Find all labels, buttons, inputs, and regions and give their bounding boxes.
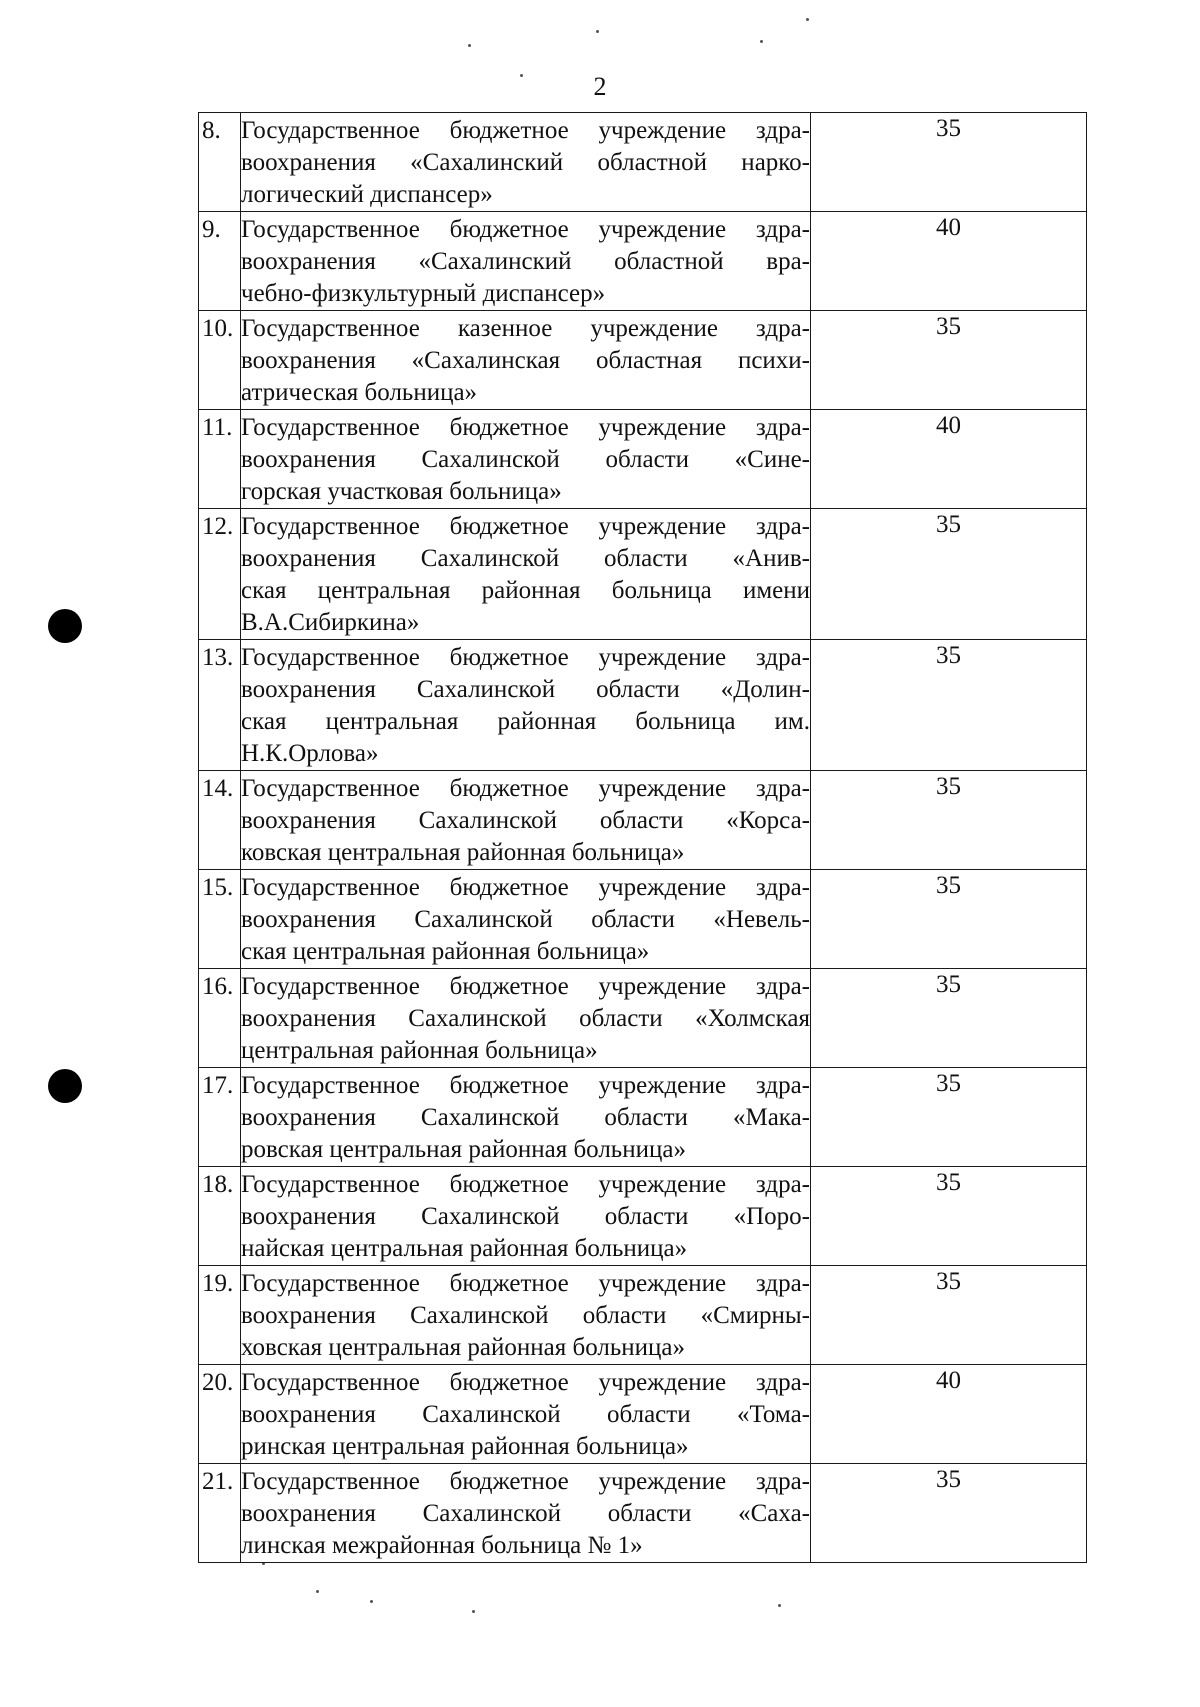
table-row [199,509,1087,640]
institution-name-line: В.А.Сибиркина» [241,609,420,636]
row-value: 35 [811,113,1087,212]
table-row [199,113,1087,212]
table-row [199,311,1087,410]
page-number: 2 [593,72,607,101]
table-row [199,212,1087,311]
row-value: 35 [811,311,1087,410]
institution-name-line: центральная районная больница» [241,1037,598,1064]
institution-name [241,1068,811,1167]
institution-name [241,640,811,771]
row-value: 35 [811,1266,1087,1365]
institution-name-line: воохранения Сахалинской области «Холмская [241,1005,810,1032]
table-row [199,640,1087,771]
institution-name-line: Государственное бюджетное учреждение здра- [241,1072,810,1099]
row-number: 13. [199,640,241,771]
row-value: 35 [811,870,1087,969]
institution-name-line: воохранения Сахалинской области «Смирны- [241,1302,810,1329]
institution-name-line: Государственное бюджетное учреждение здра- [241,775,810,802]
row-number: 20. [199,1365,241,1464]
institution-name-line: воохранения «Сахалинский областной нарко- [241,149,810,176]
institution-name-line: Н.К.Орлова» [241,740,379,767]
scan-speck [520,74,523,77]
institution-name-line: ская центральная районная больница имени [241,577,810,604]
institution-name-line: воохранения Сахалинской области «Поро- [241,1203,810,1230]
institution-name-line: Государственное бюджетное учреждение здра- [241,973,810,1000]
row-number: 12. [199,509,241,640]
institution-name-line: Государственное бюджетное учреждение здра- [241,1270,810,1297]
row-number: 10. [199,311,241,410]
institution-name-line: ровская центральная районная больница» [241,1136,686,1163]
institution-name-line: воохранения Сахалинской области «Невель- [241,906,810,933]
institution-name-line: чебно-физкультурный диспансер» [241,280,606,307]
row-value: 35 [811,969,1087,1068]
row-number: 21. [199,1464,241,1563]
institution-name-line: Государственное казенное учреждение здра- [241,315,810,342]
table-row [199,870,1087,969]
table-row [199,1266,1087,1365]
row-value: 35 [811,1464,1087,1563]
institution-name-line: Государственное бюджетное учреждение здра- [241,513,810,540]
table-row [199,969,1087,1068]
institutions-table [198,112,1087,1563]
table-row [199,771,1087,870]
institution-name [241,212,811,311]
scan-speck [468,44,471,47]
row-number: 8. [199,113,241,212]
scan-speck [316,1590,319,1593]
institution-name [241,870,811,969]
institution-name-line: Государственное бюджетное учреждение здра- [241,644,810,671]
institutions-table-body [199,113,1087,1563]
scan-speck [596,30,599,33]
institution-name [241,311,811,410]
scan-speck [472,1610,475,1613]
table-row [199,410,1087,509]
row-number: 17. [199,1068,241,1167]
institution-name [241,410,811,509]
punch-hole-bottom [48,1069,82,1103]
institution-name-line: ковская центральная районная больница» [241,839,685,866]
row-number: 18. [199,1167,241,1266]
row-value: 40 [811,212,1087,311]
institution-name-line: ринская центральная районная больница» [241,1433,689,1460]
table-row [199,1167,1087,1266]
institution-name [241,771,811,870]
institution-name-line: воохранения «Сахалинский областной вра- [241,248,810,275]
row-value: 35 [811,771,1087,870]
punch-hole-top [48,609,82,643]
table-row [199,1068,1087,1167]
institution-name-line: Государственное бюджетное учреждение здра- [241,216,810,243]
scan-speck [778,1604,781,1607]
institution-name-line: Государственное бюджетное учреждение здра- [241,1171,810,1198]
institution-name-line: ская центральная районная больница им. [241,708,810,735]
institution-name-line: воохранения Сахалинской области «Долин- [241,676,810,703]
institution-name-line: Государственное бюджетное учреждение здра- [241,414,810,441]
institution-name-line: атрическая больница» [241,379,478,406]
institution-name-line: найская центральная районная больница» [241,1235,688,1262]
row-value: 40 [811,410,1087,509]
institution-name-line: воохранения Сахалинской области «Корса- [241,807,810,834]
institution-name [241,1365,811,1464]
row-value: 35 [811,1068,1087,1167]
institution-name-line: Государственное бюджетное учреждение здра- [241,1468,810,1495]
row-number: 11. [199,410,241,509]
row-number: 19. [199,1266,241,1365]
row-number: 14. [199,771,241,870]
institution-name-line: воохранения Сахалинской области «Мака- [241,1104,810,1131]
institution-name-line: Государственное бюджетное учреждение здра- [241,117,810,144]
institution-name-line: воохранения Сахалинской области «Саха- [241,1500,810,1527]
scan-speck [370,1600,373,1603]
institution-name [241,1464,811,1563]
institution-name-line: Государственное бюджетное учреждение здра- [241,874,810,901]
institution-name-line: воохранения Сахалинской области «Сине- [241,446,810,473]
scan-speck [760,40,763,43]
institution-name-line: логический диспансер» [241,181,493,208]
row-value: 40 [811,1365,1087,1464]
row-value: 35 [811,509,1087,640]
institution-name [241,509,811,640]
scan-speck [806,18,809,21]
institution-name-line: Государственное бюджетное учреждение здра- [241,1369,810,1396]
institution-name-line: ховская центральная районная больница» [241,1334,685,1361]
institution-name-line: линская межрайонная больница № 1» [241,1532,643,1559]
row-number: 9. [199,212,241,311]
table-row [199,1365,1087,1464]
row-number: 16. [199,969,241,1068]
institution-name-line: воохранения Сахалинской области «Анив- [241,545,810,572]
row-value: 35 [811,640,1087,771]
institution-name [241,113,811,212]
institution-name-line: горская участковая больница» [241,478,562,505]
row-number: 15. [199,870,241,969]
row-value: 35 [811,1167,1087,1266]
institution-name [241,969,811,1068]
institution-name [241,1167,811,1266]
institution-name-line: ская центральная районная больница» [241,938,650,965]
institution-name [241,1266,811,1365]
table-row [199,1464,1087,1563]
institution-name-line: воохранения «Сахалинская областная психи- [241,347,810,374]
institution-name-line: воохранения Сахалинской области «Тома- [241,1401,810,1428]
